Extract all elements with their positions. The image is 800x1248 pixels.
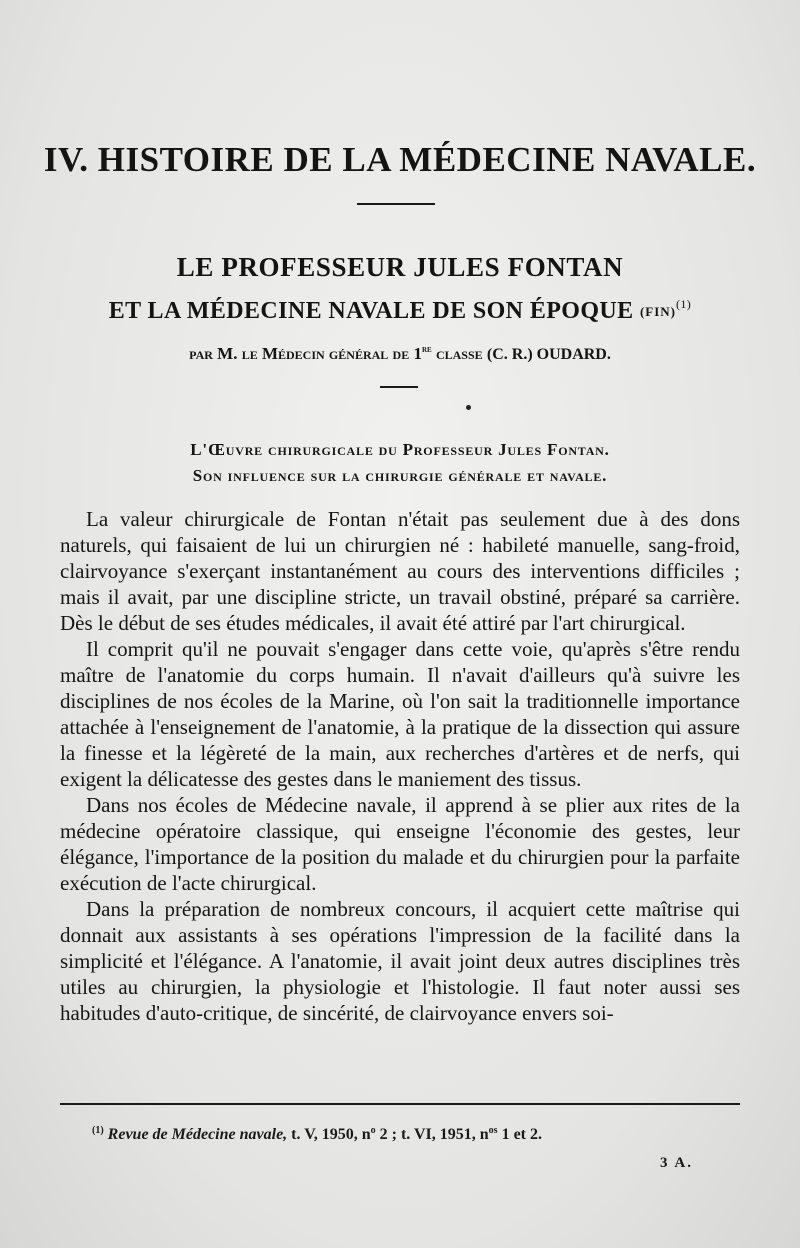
byline-suffix: classe bbox=[435, 344, 483, 363]
footnote-ref-2: 2 ; t. VI, 1951, n bbox=[379, 1126, 489, 1143]
article-subtitle-text: ET LA MÉDECINE NAVALE DE SON ÉPOQUE bbox=[108, 298, 634, 324]
byline-prefix: par M. le Médecin général de 1 bbox=[189, 344, 422, 363]
article-subtitle bbox=[0, 297, 800, 325]
footnote-ref-1: t. V, 1950, n bbox=[291, 1126, 371, 1143]
author-name: (C. R.) OUDARD. bbox=[486, 346, 611, 363]
paragraph: Il comprit qu'il ne pouvait s'engager dans cette voie, qu'après s'être rendu maître de l'anatomie du corps humain. Il n'avait d'ailleurs qu'à suivre les disciplines de nos écoles de la Marine, où l'on sait la traditionnelle importance attachée à l'enseignement de l'anatomie, à la pratique de la dissection qui assure la finesse et la légèreté de la main, aux recherches d'artères et de nerfs, qui exigent la délicatesse des gestes dans le maniement des tissus. bbox=[60, 637, 740, 791]
byline-ordinal: re bbox=[421, 344, 432, 355]
paragraph: Dans nos écoles de Médecine navale, il apprend à se plier aux rites de la médecine opératoire classique, qui enseigne l'économie des gestes, leur élégance, l'importance de la position du malade et du chirurgien pour la parfaite exécution de l'acte chirurgical. bbox=[60, 793, 740, 895]
footnote-number: (1) bbox=[92, 1125, 104, 1136]
ornament-dot bbox=[466, 405, 471, 410]
footnote-ref-3: 1 et 2. bbox=[501, 1126, 542, 1143]
footnote-ref-sup-1: o bbox=[370, 1125, 376, 1136]
article-body bbox=[60, 506, 740, 1026]
footnote-marker: (1) bbox=[676, 297, 692, 311]
paragraph: La valeur chirurgicale de Fontan n'était pas seulement due à des dons naturels, qui faisaient de lui un chirurgien né : habileté manuelle, sang-froid, clairvoyance s'exerçant instantanément au cours des interventions difficiles ; mais il avait, par une discipline stricte, un travail obstiné, préparé sa carrière. Dès le début de ses études médicales, il avait été attiré par l'art chirurgical. bbox=[60, 507, 740, 635]
byline bbox=[0, 344, 800, 364]
title-rule bbox=[357, 203, 435, 205]
footnote-journal: Revue de Médecine navale, bbox=[107, 1126, 288, 1143]
footnote-rule bbox=[60, 1103, 740, 1105]
fin-label: (FIN) bbox=[639, 304, 677, 319]
footnote-ref-sup-2: os bbox=[488, 1125, 498, 1136]
section-heading-line-1: L'Œuvre chirurgicale du Professeur Jules Fontan. bbox=[190, 440, 610, 459]
paragraph: Dans la préparation de nombreux concours, il acquiert cette maîtrise qui donnait aux assistants à ses opérations l'impression de la facilité dans la simplicité et l'élégance. A l'anatomie, il avait joint deux autres disciplines très utiles au chirurgien, la physiologie et l'histologie. Il faut noter aussi ses habitudes d'auto-critique, de sincérité, de clairvoyance envers soi- bbox=[60, 897, 740, 1025]
byline-rule bbox=[380, 386, 418, 388]
section-heading-line-2: Son influence sur la chirurgie générale et navale. bbox=[192, 466, 608, 485]
page-number: 3 A. bbox=[660, 1155, 694, 1171]
article-title: LE PROFESSEUR JULES FONTAN bbox=[176, 252, 624, 282]
section-title: IV. HISTOIRE DE LA MÉDECINE NAVALE. bbox=[43, 140, 757, 179]
footnote bbox=[92, 1125, 542, 1144]
